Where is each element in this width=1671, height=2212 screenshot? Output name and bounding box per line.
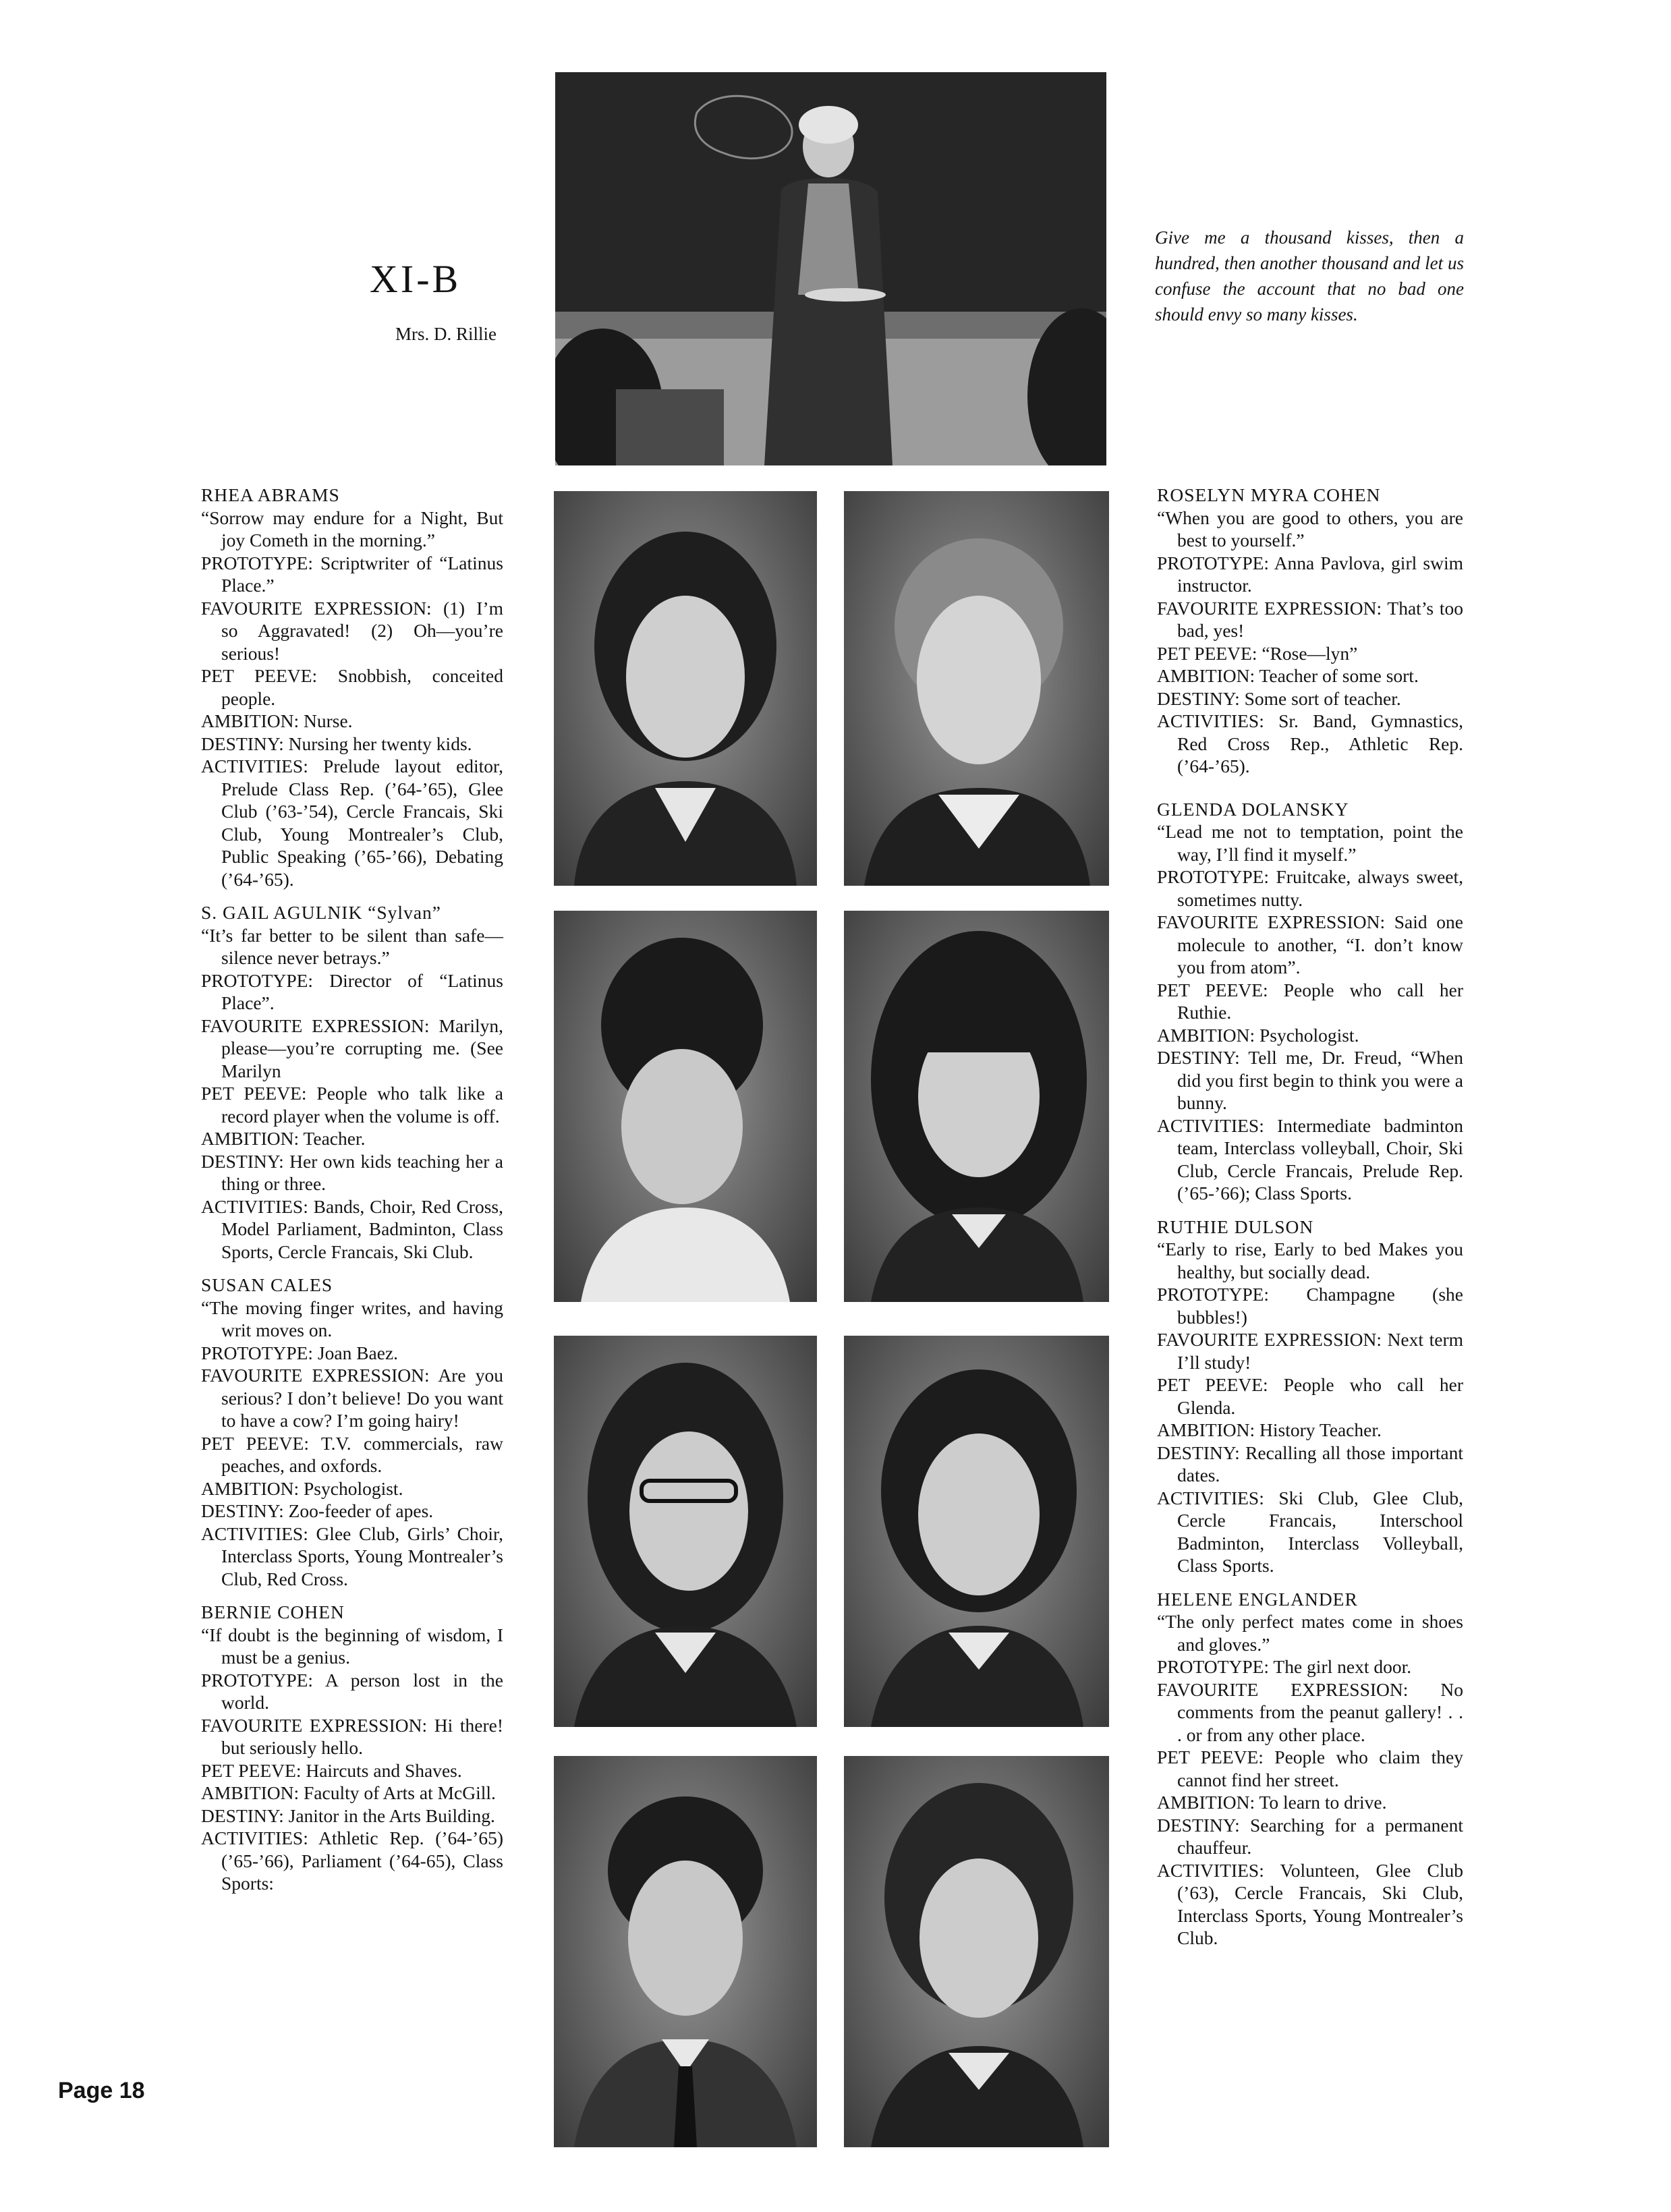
bio-line: “When you are good to others, you are best to yourself.” [1157,507,1463,550]
bio-line: ACTIVITIES: Sr. Band, Gymnastics, Red Cross Rep., Athletic Rep. (’64-’65). [1157,710,1463,776]
bio-rhea-abrams [201,484,503,890]
bio-line: ACTIVITIES: Glee Club, Girls’ Choir, Interclass Sports, Young Montrealer’s Club, Red Cross. [201,1523,503,1589]
bio-line: PROTOTYPE: A person lost in the world. [201,1669,503,1713]
bio-s-gail-agulnik [201,901,503,1263]
student-name: GLENDA DOLANSKY [1157,798,1349,820]
bio-line: PROTOTYPE: Director of “Latinus Place”. [201,969,503,1013]
student-name: ROSELYN MYRA COHEN [1157,484,1381,505]
bio-line: DESTINY: Her own kids teaching her a thing or three. [201,1150,503,1194]
bio-line: ACTIVITIES: Prelude layout editor, Prelude Class Rep. (’64-’65), Glee Club (’63-’54), Cercle Francais, Ski Club, Young Montrealer’s Club, Public Speaking (’65-’66), Debating (’64-’65). [201,756,503,890]
bio-line: “Sorrow may endure for a Night, But joy Cometh in the morning.” [201,507,503,550]
student-name: RUTHIE DULSON [1157,1216,1314,1237]
bio-line: PET PEEVE: “Rose—lyn” [1157,642,1358,664]
portrait-helene-englander [844,1756,1109,2147]
bio-line: DESTINY: Some sort of teacher. [1157,687,1401,709]
bio-line: FAVOURITE EXPRESSION: Are you serious? I don’t believe! Do you want to have a cow? I’m going hairy! [201,1365,503,1431]
portrait-rhea-abrams [554,491,817,886]
bio-line: PET PEEVE: People who call her Ruthie. [1157,979,1463,1023]
portrait-susan-cales [554,1336,817,1727]
bio-line: FAVOURITE EXPRESSION: Hi there! but seriously hello. [201,1714,503,1758]
bio-roselyn-myra-cohen [1157,484,1463,778]
bio-line: ACTIVITIES: Ski Club, Glee Club, Cercle Francais, Interschool Badminton, Interclass Volleyball, Class Sports. [1157,1487,1463,1576]
portrait-glenda-dolansky [844,911,1109,1302]
bio-line: PROTOTYPE: Champagne (she bubbles!) [1157,1284,1463,1328]
bio-line: PET PEEVE: People who talk like a record player when the volume is off. [201,1083,503,1127]
class-quote: Give me a thousand kisses, then a hundred, then another thousand and let us confuse the account that no bad one should envy so many kisses. [1155,227,1464,324]
left-bio-column [201,484,503,1906]
bio-line: AMBITION: Teacher. [201,1128,366,1149]
bio-line: PROTOTYPE: The girl next door. [1157,1656,1412,1677]
bio-line: PROTOTYPE: Fruitcake, always sweet, sometimes nutty. [1157,866,1463,910]
bio-line: ACTIVITIES: Intermediate badminton team, Interclass volleyball, Choir, Ski Club, Cercle Francais, Prelude Rep. (’65-’66); Class Sports. [1157,1114,1463,1203]
portrait-bernie-cohen [554,1756,817,2147]
portrait-s-gail-agulnik [554,911,817,1302]
bio-line: AMBITION: Psychologist. [201,1477,403,1499]
student-name: SUSAN CALES [201,1274,333,1295]
bio-line: AMBITION: Nurse. [201,710,353,731]
teacher-name: Mrs. D. Rillie [395,324,497,344]
bio-line: DESTINY: Janitor in the Arts Building. [201,1805,495,1826]
bio-line: AMBITION: Teacher of some sort. [1157,665,1419,686]
bio-line: “Early to rise, Early to bed Makes you healthy, but socially dead. [1157,1239,1463,1282]
bio-line: PET PEEVE: T.V. commercials, raw peaches, and oxfords. [201,1432,503,1476]
bio-line: FAVOURITE EXPRESSION: (1) I’m so Aggravated! (2) Oh—you’re serious! [201,597,503,664]
bio-line: DESTINY: Nursing her twenty kids. [201,733,472,754]
student-name: BERNIE COHEN [201,1601,345,1622]
page-number: Page 18 [58,2078,145,2103]
bio-ruthie-dulson [1157,1216,1463,1577]
bio-susan-cales [201,1274,503,1590]
bio-line: FAVOURITE EXPRESSION: That’s too bad, yes! [1157,597,1463,641]
bio-line: “It’s far better to be silent than safe—silence never betrays.” [201,924,503,968]
bio-bernie-cohen [201,1601,503,1895]
bio-line: PET PEEVE: Haircuts and Shaves. [201,1759,462,1781]
student-name: S. GAIL AGULNIK “Sylvan” [201,902,441,923]
bio-line: ACTIVITIES: Volunteen, Glee Club (’63), Cercle Francais, Ski Club, Interclass Sports, Young Montrealer’s Club. [1157,1859,1463,1948]
bio-line: PET PEEVE: Snobbish, conceited people. [201,665,503,709]
class-title: XI-B [370,257,461,301]
bio-line: DESTINY: Searching for a permanent chauffeur. [1157,1814,1463,1858]
bio-line: AMBITION: To learn to drive. [1157,1792,1387,1813]
teacher-classroom-photo [555,72,1106,465]
bio-line: “The only perfect mates come in shoes and gloves.” [1157,1611,1463,1655]
bio-line: DESTINY: Recalling all those important dates. [1157,1442,1463,1485]
bio-line: ACTIVITIES: Athletic Rep. (’64-’65) (’65-’66), Parliament (’64-65), Class Sports: [201,1827,503,1894]
student-name: RHEA ABRAMS [201,484,340,505]
bio-line: “The moving finger writes, and having writ moves on. [201,1297,503,1340]
bio-line: ACTIVITIES: Bands, Choir, Red Cross, Model Parliament, Badminton, Class Sports, Cercle Francais, Ski Club. [201,1195,503,1262]
bio-line: AMBITION: History Teacher. [1157,1419,1382,1440]
bio-glenda-dolansky [1157,798,1463,1205]
right-bio-column [1157,484,1463,1960]
bio-line: FAVOURITE EXPRESSION: Said one molecule to another, “I. don’t know you from atom”. [1157,911,1463,977]
bio-line: PROTOTYPE: Anna Pavlova, girl swim instructor. [1157,552,1463,596]
portrait-ruthie-dulson [844,1336,1109,1727]
bio-line: PET PEEVE: People who claim they cannot find her street. [1157,1747,1463,1790]
bio-line: FAVOURITE EXPRESSION: No comments from the peanut gallery! . . . or from any other place. [1157,1678,1463,1745]
bio-line: AMBITION: Faculty of Arts at McGill. [201,1782,496,1803]
bio-line: PROTOTYPE: Scriptwriter of “Latinus Place.” [201,552,503,596]
bio-line: DESTINY: Zoo-feeder of apes. [201,1500,434,1521]
bio-line: FAVOURITE EXPRESSION: Marilyn, please—you’re corrupting me. (See Marilyn [201,1015,503,1081]
bio-helene-englander [1157,1588,1463,1950]
student-name: HELENE ENGLANDER [1157,1588,1358,1610]
bio-line: FAVOURITE EXPRESSION: Next term I’ll study! [1157,1329,1463,1373]
portrait-roselyn-myra-cohen [844,491,1109,886]
bio-line: “Lead me not to temptation, point the way, I’ll find it myself.” [1157,821,1463,865]
bio-line: AMBITION: Psychologist. [1157,1024,1359,1046]
bio-line: PROTOTYPE: Joan Baez. [201,1342,399,1363]
bio-line: DESTINY: Tell me, Dr. Freud, “When did you first begin to think you were a bunny. [1157,1047,1463,1113]
bio-line: “If doubt is the beginning of wisdom, I must be a genius. [201,1624,503,1668]
bio-line: PET PEEVE: People who call her Glenda. [1157,1374,1463,1418]
